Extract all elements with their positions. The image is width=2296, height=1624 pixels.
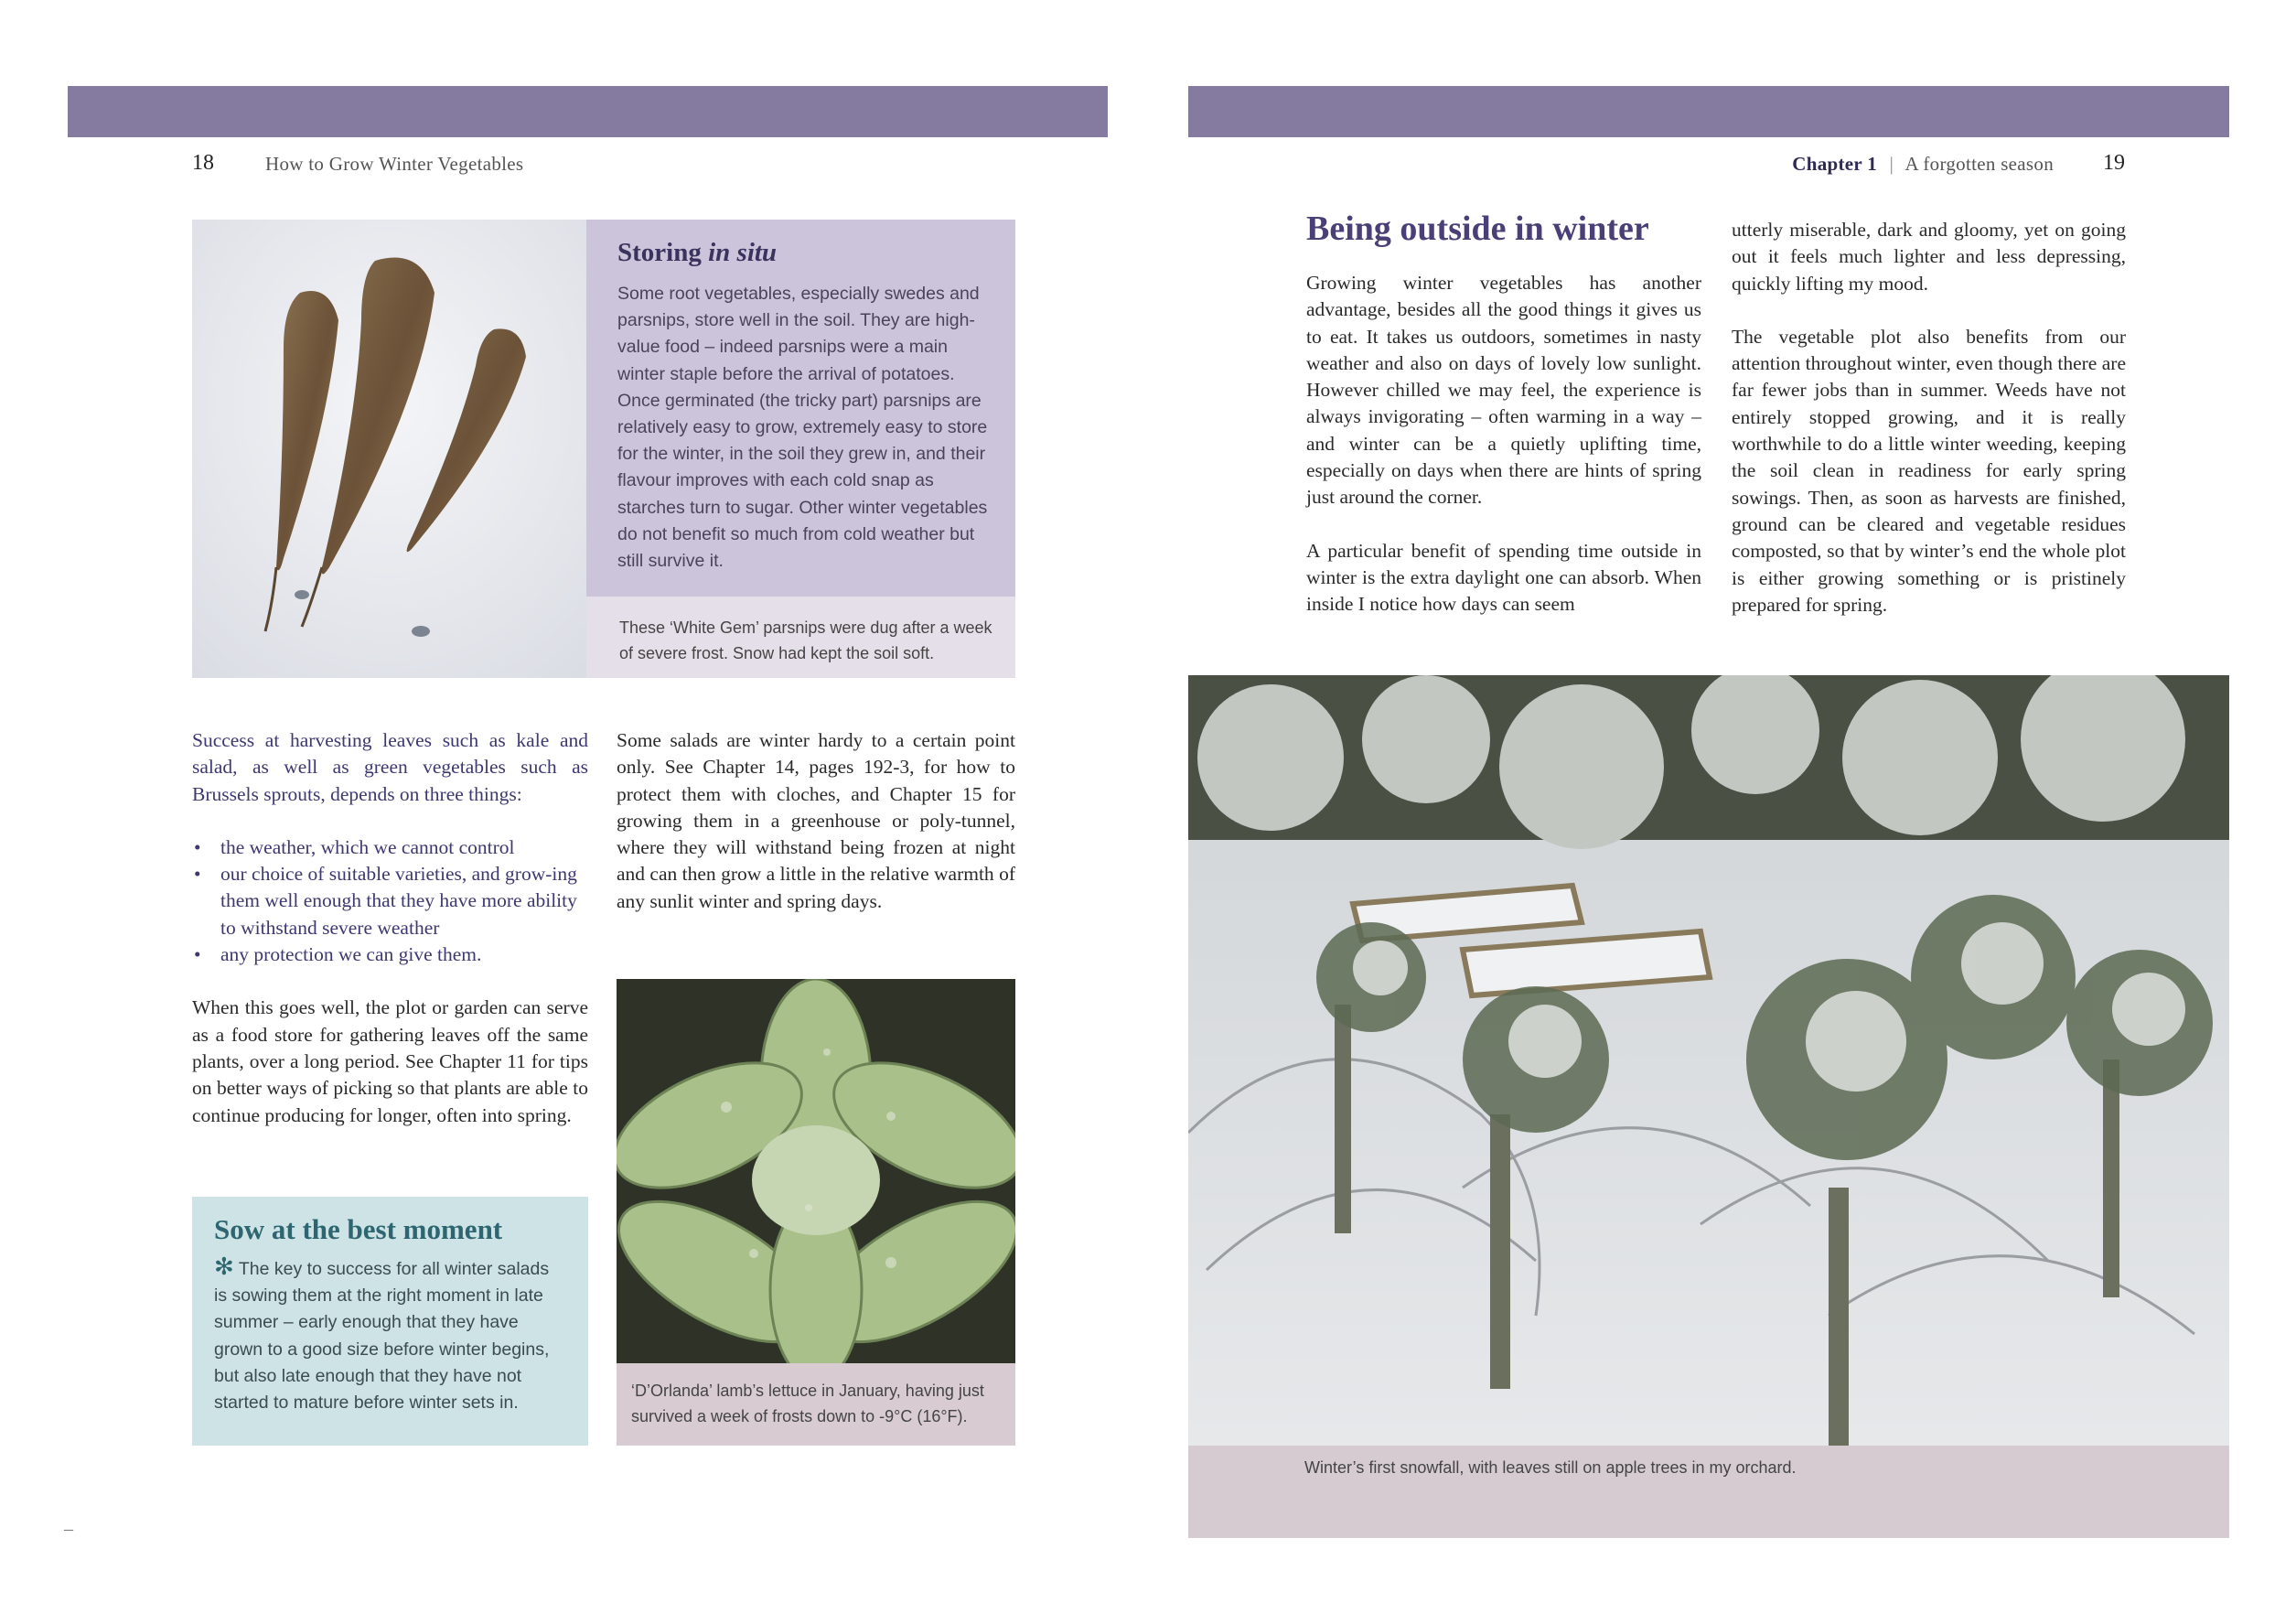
right-column-1: [1306, 270, 1701, 645]
lettuce-caption-box: [617, 1363, 1015, 1446]
parsnips-caption-box: [586, 597, 1015, 678]
sow-text: The key to success for all winter salads is sowing them at the right moment in late summer – early enough that they have grown to a good size before winter begins, but also late enough that they have not started to mature before winter sets in.: [214, 1259, 550, 1414]
paragraph: A particular benefit of spending time outside in winter is the extra daylight one can absorb. When inside I notice how days can seem: [1306, 539, 1701, 616]
section-heading: Being outside in winter: [1306, 210, 1649, 248]
conditions-list: [192, 834, 588, 968]
storing-title-main: Storing: [617, 238, 709, 267]
chapter-label: Chapter 1: [1792, 153, 1878, 175]
right-running-head: [1761, 153, 2054, 176]
lettuce-photo: [617, 979, 1015, 1363]
chapter-title: A forgotten season: [1904, 153, 2054, 175]
left-running-head: How to Grow Winter Vegetables: [265, 153, 524, 175]
orchard-caption: Winter’s first snowfall, with leaves still on apple trees in my orchard.: [1304, 1458, 1797, 1477]
lettuce-caption: ‘D’Orlanda’ lamb’s lettuce in January, having just survived a week of frosts down to -9°C (16°F).: [631, 1382, 984, 1425]
storing-title-italic: in situ: [708, 238, 778, 267]
paragraph: The vegetable plot also benefits from our attention throughout winter, even though there are far fewer jobs than in summer. Weeds have not entirely stopped growing, and it is really worthwhile to do a little winter weeding, keeping the soil clean in readiness for early spring sowings. Then, as soon as harvests are finished, ground can be cleared and vegetable residues composted, so that by winter’s end the whole plot is either growing something or is pristinely prepared for spring.: [1732, 325, 2126, 616]
separator: |: [1889, 153, 1894, 175]
orchard-caption-box: [1188, 1446, 2229, 1538]
food-store-paragraph: When this goes well, the plot or garden can serve as a food store for gathering leaves off the same plants, over a long period. See Chapter 11 for tips on better ways of picking so that plants are able to continue producing for longer, often into spring.: [192, 996, 588, 1126]
sow-text-block: [214, 1253, 566, 1416]
asterisk-icon: ✻: [214, 1253, 234, 1280]
sow-sidebar: [192, 1197, 588, 1446]
list-item: • any protection we can give them.: [192, 941, 588, 968]
right-column-2: [1732, 217, 2126, 645]
intro-paragraph: Success at harvesting leaves such as kale and salad, as well as green vegetables such as Brussels sprouts, depends on three things:: [192, 729, 588, 805]
salads-paragraph: Some salads are winter hardy to a certain point only. See Chapter 14, pages 192-3, for how to protect them with cloches, and Chapter 15 for growing them in a greenhouse or poly-tunnel, where they will withstand being frozen at night and can then grow a little in the relative warmth of any sunlit winter and spring days.: [617, 729, 1015, 912]
paragraph: Growing winter vegetables has another advantage, besides all the good things it gives us to eat. It takes us outdoors, sometimes in nasty weather and also on days of lovely low sunlight. However chilled we may feel, the experience is always invigorating – often warming in a way – and winter can be a quietly uplifting time, especially on days when there are hints of spring just around the corner.: [1306, 272, 1701, 509]
right-header-band: [1188, 86, 2229, 137]
parsnips-photo: [192, 220, 586, 678]
left-page-number: 18: [192, 151, 214, 175]
left-header-band: [68, 86, 1108, 137]
parsnips-caption: These ‘White Gem’ parsnips were dug after a week of severe frost. Snow had kept the soil soft.: [619, 618, 992, 662]
storing-sidebar: [586, 220, 1015, 597]
orchard-photo: [1188, 675, 2229, 1446]
footer-mark: –: [64, 1519, 73, 1539]
storing-title: [617, 238, 993, 268]
paragraph: utterly miserable, dark and gloomy, yet on going out it feels much lighter and less depressing, quickly lifting my mood.: [1732, 219, 2126, 295]
sow-title: Sow at the best moment: [214, 1213, 503, 1245]
right-page-number: 19: [2103, 151, 2125, 175]
list-item: • our choice of suitable varieties, and grow-ing them well enough that they have more ability to withstand severe weather: [192, 861, 588, 941]
storing-text: Some root vegetables, especially swedes and parsnips, store well in the soil. They are high-value food – indeed parsnips were a main winter staple before the arrival of potatoes. Once germinated (the tricky part) parsnips are relatively easy to grow, extremely easy to store for the winter, in the soil they grew in, and their flavour improves with each cold snap as starches turn to sugar. Other winter vegetables do not benefit so much from cold weather but still survive it.: [617, 284, 988, 572]
left-column-text: [192, 727, 588, 1156]
list-item: • the weather, which we cannot control: [192, 834, 588, 861]
